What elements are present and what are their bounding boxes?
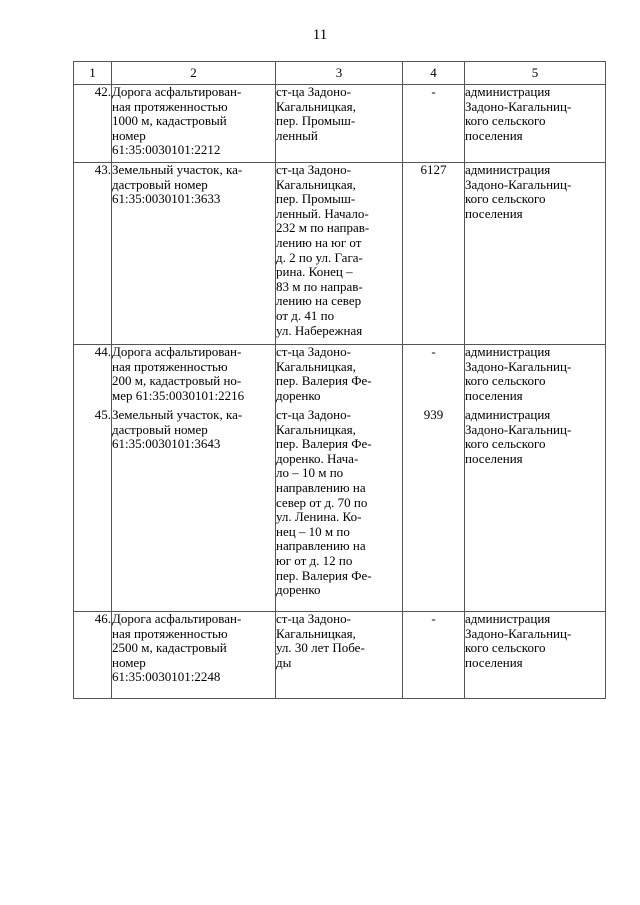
row-number: 45.	[74, 408, 112, 612]
desc-line: 2500 м, кадастровый	[112, 640, 227, 656]
addr-line: север от д. 70 по	[276, 494, 368, 510]
object-owner	[465, 163, 606, 345]
desc-line: Земельный участок, ка-	[112, 162, 243, 177]
addr-line: юг от д. 12 по	[276, 552, 353, 568]
addr-line: ленный	[276, 127, 318, 143]
owner-line: администрация	[465, 162, 551, 177]
addr-line: д. 2 по ул. Гага-	[276, 249, 363, 265]
addr-line: Кагальницкая,	[276, 176, 356, 192]
row-number: 43.	[74, 163, 112, 345]
desc-line: ная протяженностью	[112, 98, 228, 114]
table-row	[74, 408, 606, 612]
object-owner	[465, 345, 606, 409]
owner-line: поселения	[465, 387, 523, 403]
owner-line: поселения	[465, 654, 523, 670]
desc-line: 61:35:0030101:3633	[112, 191, 221, 207]
object-description	[112, 408, 276, 612]
row-number: 44.	[74, 345, 112, 409]
desc-line: 1000 м, кадастровый	[112, 113, 227, 129]
page-number: 11	[312, 27, 328, 43]
addr-line: пер. Валерия Фе-	[276, 567, 372, 583]
object-address	[276, 408, 403, 612]
addr-line: Кагальницкая,	[276, 421, 356, 437]
addr-line: ст-ца Задоно-	[276, 407, 351, 422]
owner-line: кого сельского	[465, 640, 546, 656]
addr-line: доренко	[276, 387, 321, 403]
object-description	[112, 163, 276, 345]
owner-line: администрация	[465, 611, 551, 626]
desc-line: номер	[112, 654, 146, 670]
addr-line: пер. Промыш-	[276, 113, 356, 129]
object-area: -	[403, 345, 465, 409]
object-owner	[465, 408, 606, 612]
addr-line: ды	[276, 654, 292, 670]
addr-line: ст-ца Задоно-	[276, 611, 351, 626]
object-description	[112, 85, 276, 163]
desc-line: Земельный участок, ка-	[112, 407, 243, 422]
object-address	[276, 345, 403, 409]
owner-line: кого сельского	[465, 191, 546, 207]
addr-line: Кагальницкая,	[276, 625, 356, 641]
owner-line: поселения	[465, 127, 523, 143]
addr-line: 83 м по направ-	[276, 278, 363, 294]
addr-line: доренко. Нача-	[276, 450, 359, 466]
column-header-5: 5	[465, 62, 606, 85]
object-area: 6127	[403, 163, 465, 345]
object-address	[276, 85, 403, 163]
desc-line: Дорога асфальтирован-	[112, 344, 242, 359]
table-row	[74, 85, 606, 163]
object-area: -	[403, 85, 465, 163]
addr-line: ст-ца Задоно-	[276, 162, 351, 177]
column-header-1: 1	[74, 62, 112, 85]
owner-line: администрация	[465, 84, 551, 99]
addr-line: ло – 10 м по	[276, 465, 344, 481]
addr-line: пер. Промыш-	[276, 191, 356, 207]
addr-line: лению на юг от	[276, 234, 362, 250]
owner-line: поселения	[465, 205, 523, 221]
column-header-2: 2	[112, 62, 276, 85]
owner-line: кого сельского	[465, 436, 546, 452]
desc-line: Дорога асфальтирован-	[112, 611, 242, 626]
owner-line: кого сельского	[465, 373, 546, 389]
object-address	[276, 612, 403, 699]
owner-line: администрация	[465, 344, 551, 359]
owner-line: администрация	[465, 407, 551, 422]
addr-line: пер. Валерия Фе-	[276, 373, 372, 389]
desc-line: 200 м, кадастровый но-	[112, 373, 242, 389]
addr-line: лению на север	[276, 293, 362, 309]
column-number-header-row	[74, 62, 606, 85]
owner-line: кого сельского	[465, 113, 546, 129]
desc-line: дастровый номер	[112, 421, 208, 437]
addr-line: ул. Ленина. Ко-	[276, 509, 362, 525]
addr-line: Кагальницкая,	[276, 358, 356, 374]
object-description	[112, 345, 276, 409]
desc-line: Дорога асфальтирован-	[112, 84, 242, 99]
column-header-3: 3	[276, 62, 403, 85]
addr-line: направлению на	[276, 538, 366, 554]
addr-line: ул. 30 лет Побе-	[276, 640, 365, 656]
addr-line: ул. Набережная	[276, 322, 363, 338]
owner-line: поселения	[465, 450, 523, 466]
object-owner	[465, 85, 606, 163]
addr-line: ст-ца Задоно-	[276, 84, 351, 99]
owner-line: Задоно-Кагальниц-	[465, 625, 572, 641]
addr-line: направлению на	[276, 479, 366, 495]
desc-line: 61:35:0030101:3643	[112, 436, 221, 452]
addr-line: ленный. Начало-	[276, 205, 369, 221]
property-register-table	[73, 61, 606, 699]
owner-line: Задоно-Кагальниц-	[465, 98, 572, 114]
desc-line: мер 61:35:0030101:2216	[112, 387, 245, 403]
desc-line: номер	[112, 127, 146, 143]
object-area: 939	[403, 408, 465, 612]
owner-line: Задоно-Кагальниц-	[465, 176, 572, 192]
addr-line: пер. Валерия Фе-	[276, 436, 372, 452]
addr-line: от д. 41 по	[276, 307, 335, 323]
owner-line: Задоно-Кагальниц-	[465, 358, 572, 374]
addr-line: ст-ца Задоно-	[276, 344, 351, 359]
desc-line: 61:35:0030101:2248	[112, 669, 221, 685]
object-address	[276, 163, 403, 345]
addr-line: доренко	[276, 582, 321, 598]
desc-line: 61:35:0030101:2212	[112, 142, 221, 158]
object-owner	[465, 612, 606, 699]
table-row	[74, 163, 606, 345]
object-area: -	[403, 612, 465, 699]
column-header-4: 4	[403, 62, 465, 85]
row-number: 42.	[74, 85, 112, 163]
addr-line: рина. Конец –	[276, 264, 353, 280]
object-description	[112, 612, 276, 699]
desc-line: ная протяженностью	[112, 625, 228, 641]
addr-line: Кагальницкая,	[276, 98, 356, 114]
addr-line: 232 м по направ-	[276, 220, 370, 236]
addr-line: нец – 10 м по	[276, 523, 350, 539]
row-number: 46.	[74, 612, 112, 699]
desc-line: дастровый номер	[112, 176, 208, 192]
owner-line: Задоно-Кагальниц-	[465, 421, 572, 437]
table-row	[74, 345, 606, 409]
desc-line: ная протяженностью	[112, 358, 228, 374]
table-row	[74, 612, 606, 699]
